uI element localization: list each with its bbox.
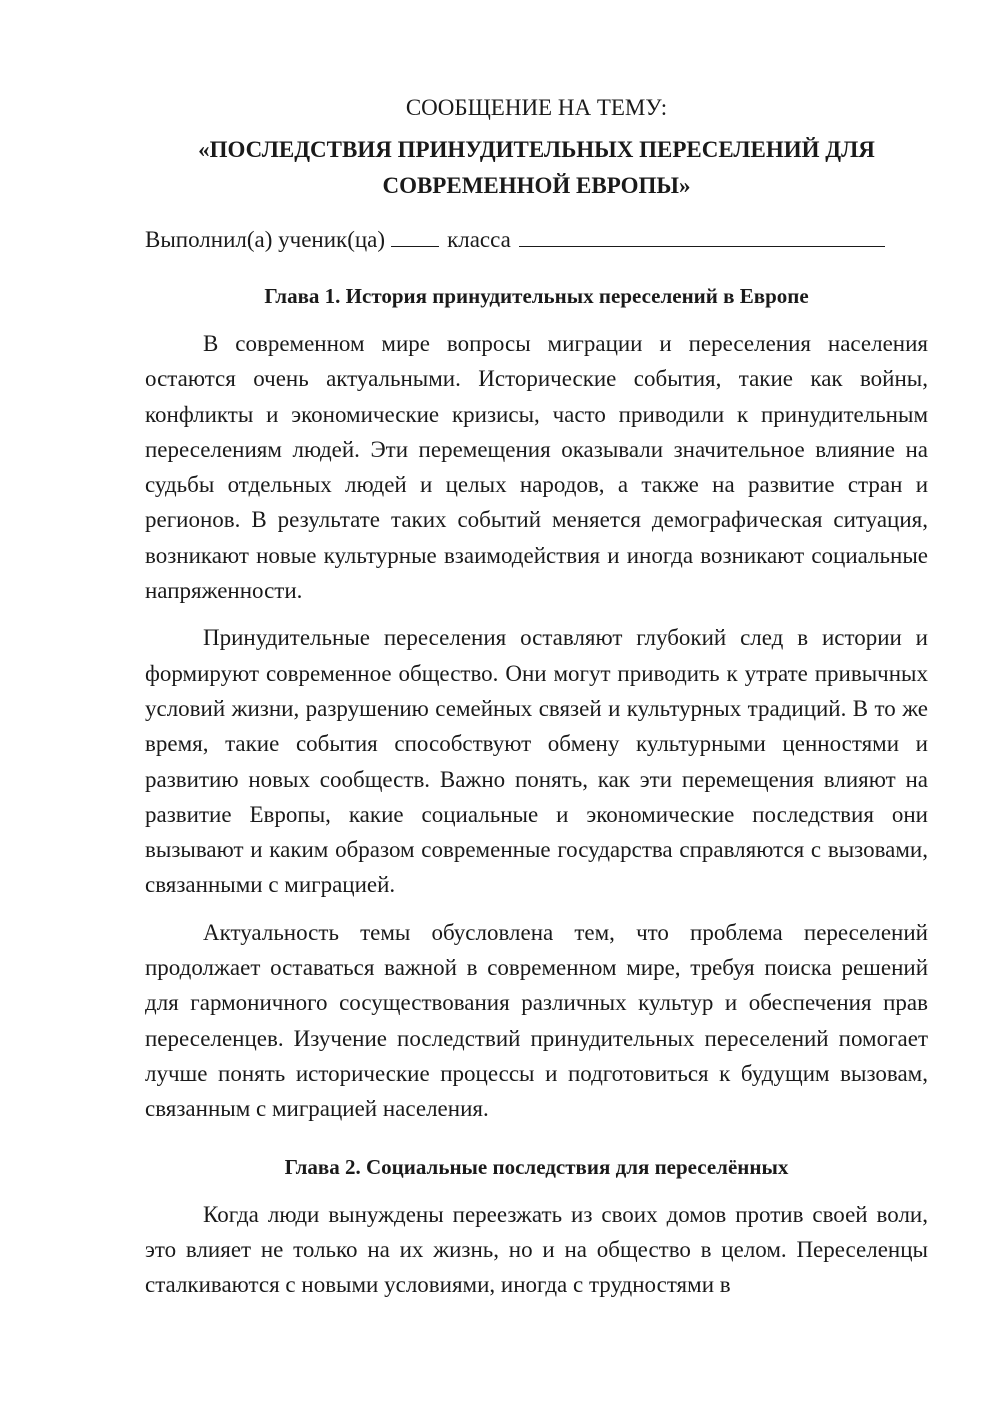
paragraph: Актуальность темы обусловлена тем, что проблема переселений продолжает оставаться важной в современном мире, требуя поиска решений для гармоничного сосуществования различных культур и обеспечения прав переселенцев. Изучение последствий принудительных переселений помогает лучше понять исторические процессы и подготовиться к будущим вызовам, связанным с миграцией населения. (145, 919, 928, 1122)
student-label: Выполнил(а) ученик(ца) (145, 227, 386, 252)
paragraph: В современном мире вопросы миграции и переселения населения остаются очень актуальными. Исторические события, такие как войны, конфликты и экономические кризисы, часто приводили к принудительным переселениям людей. Эти перемещения оказывали значительное влияние на судьбы отдельных людей и целых народов, а также на развитие стран и регионов. В результате таких событий меняется демографическая ситуация, возникают новые культурные взаимодействия и иногда возникают социальные напряженности. (145, 331, 928, 604)
paragraph: Принудительные переселения оставляют глубокий след в истории и формируют современное общество. Они могут приводить к утрате привычных условий жизни, разрушению семейных связей и культурных традиций. В то же время, такие события способствуют обмену культурными ценностями и развитию новых сообществ. Важно понять, как эти перемещения влияют на развитие Европы, какие социальные и экономические последствия они вызывают и каким образом современные государства справляются с вызовами, связанными с миграцией. (145, 625, 928, 898)
chapter-heading: Глава 1. История принудительных переселений в Европе (264, 284, 809, 308)
student-info-line (145, 222, 928, 258)
topic-title: «ПОСЛЕДСТВИЯ ПРИНУДИТЕЛЬНЫХ ПЕРЕСЕЛЕНИЙ ДЛЯ СОВРЕМЕННОЙ ЕВРОПЫ» (198, 137, 875, 198)
class-label: класса (447, 227, 511, 252)
document-page (145, 90, 928, 1302)
paragraph: Когда люди вынуждены переезжать из своих домов против своей воли, это влияет не только на их жизнь, но и на общество в целом. Переселенцы сталкиваются с новыми условиями, иногда с трудностями в (145, 1201, 928, 1298)
document-type-heading: СООБЩЕНИЕ НА ТЕМУ: (405, 95, 668, 120)
chapter-heading: Глава 2. Социальные последствия для переселённых (284, 1154, 789, 1179)
grade-blank (391, 228, 439, 247)
name-blank (519, 228, 885, 247)
